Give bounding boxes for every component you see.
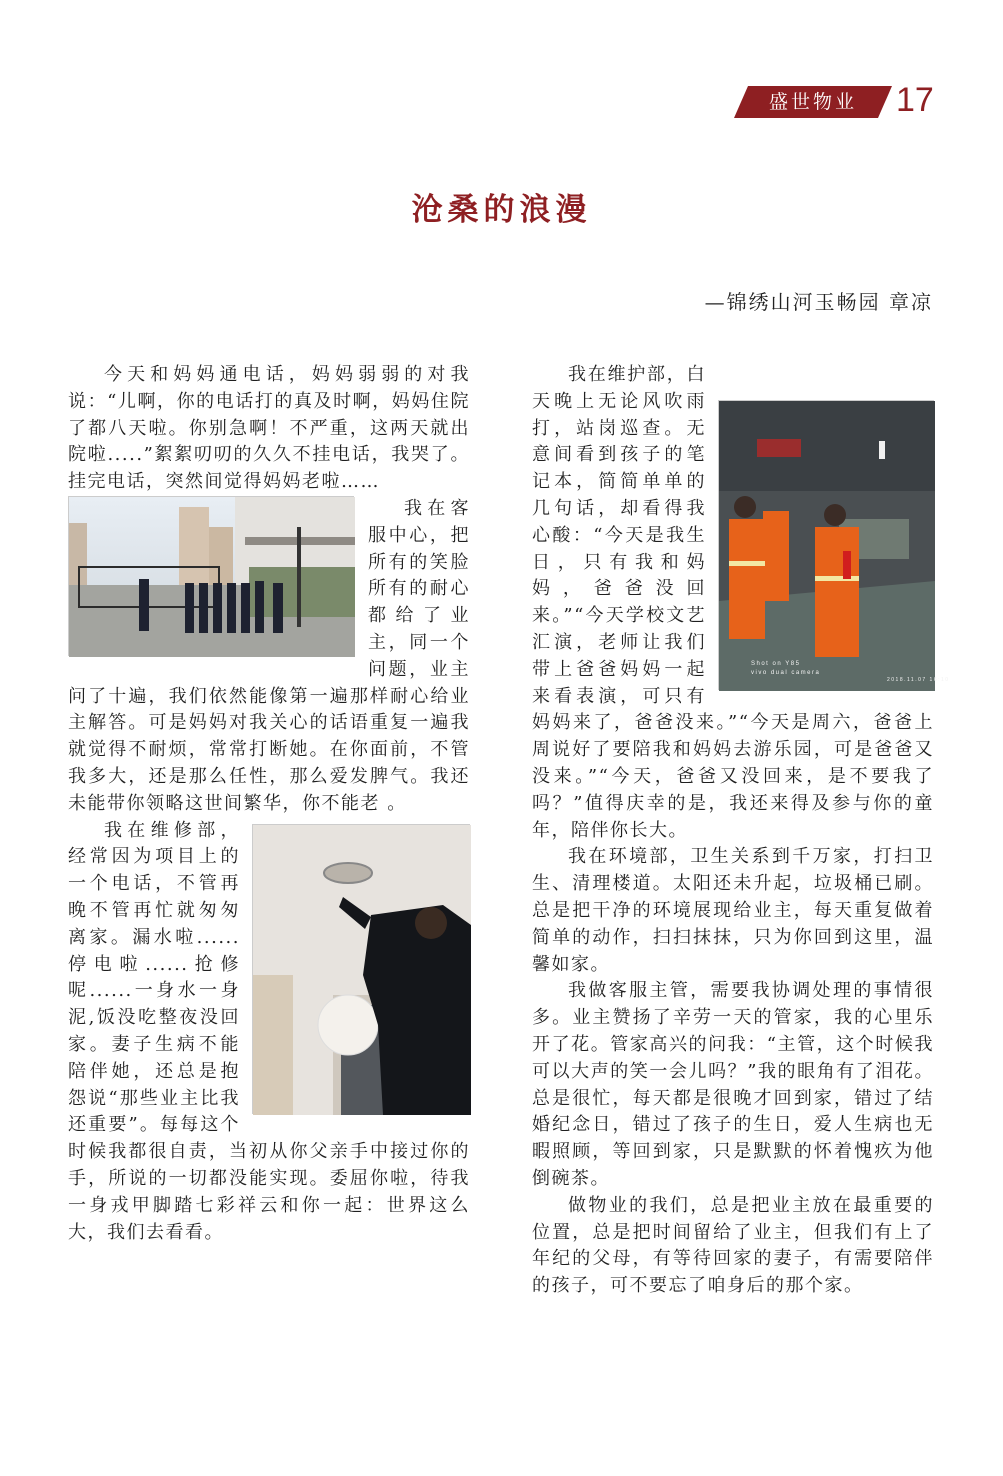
left-paragraph-1: 今天和妈妈通电话，妈妈弱弱的对我说：“儿啊，你的电话打的真及时啊，妈妈住院了都八天啦。你别急啊！不严重，这两天就出院啦.....”絮絮叨叨的久久不挂电话，我哭了。挂完电话，突然间觉得妈妈老啦……: [68, 364, 470, 493]
right-paragraph-3: 我做客服主管，需要我协调处理的事情很多。业主赞扬了辛劳一天的管家，我的心里乐开了花。管家高兴的问我：“主管，这个时候我可以大声的笑一会儿吗？”我的眼角有了泪花。总是很忙，每天都是很晚才回到家，错过了结婚纪念日，错过了孩子的生日，爱人生病也无暇照顾，等回到家，只是默默的怀着愧疚为他倒碗茶。: [532, 980, 934, 1189]
fire-drill-garage-image: [719, 401, 950, 691]
page-number: 17: [896, 81, 934, 119]
right-column: [532, 362, 950, 1300]
photo-watermark-caption: Shot on Y85: [751, 661, 801, 667]
staff-lineup-image: [69, 497, 355, 657]
right-paragraph-1-wrap: [532, 362, 950, 844]
section-label: 盛世物业: [768, 91, 857, 113]
photo-timestamp: 2018.11.07 16:10: [887, 677, 950, 683]
article-title: 沧桑的浪漫: [411, 192, 592, 228]
right-paragraph-1: 我在维护部，白天晚上无论风吹雨打，站岗巡查。无意间看到孩子的笔记本，简简单单的几句话，却看得我心酸：“今天是我生日，只有我和妈妈，爸爸没回来。”“今天学校文艺汇演，老师让我们带上爸爸妈妈一起来看表演，可只有妈妈来了，爸爸没来。”“今天是周六，爸爸上周说好了要陪我和妈妈去游乐园，可是爸爸又没来。”“今天，爸爸又没回来，是不要我了吗？”值得庆幸的是，我还来得及参与你的童年，陪伴你长大。: [532, 364, 934, 841]
left-paragraph-3-text: 我在维修部，经常因为项目上的一个电话，不管再晚不管再忙就匆匆离家。漏水啦......停电啦......抢修呢......一身水一身泥,饭没吃整夜没回家。妻子生病不能陪伴她，还总是抱怨说“那些业主比我还重要”。每每这个时候我都很自责，当初从你父亲手中接过你的手，所说的一切都没能实现。委屈你啦，待我一身戎甲脚踏七彩祥云和你一起：世界这么大，我们去看看。: [68, 819, 470, 1243]
right-paragraph-2: 我在环境部，卫生关系到千万家，打扫卫生、清理楼道。太阳还未升起，垃圾桶已刷。总是把干净的环境展现给业主，每天重复做着简单的动作，扫扫抹抹，只为你回到这里，温馨如家。: [532, 846, 934, 975]
photo-watermark-camera: vivo dual camera: [751, 670, 821, 676]
firefighter-photo: [718, 400, 950, 690]
maintenance-worker-photo: [252, 824, 470, 1114]
right-paragraph-4: 做物业的我们，总是把业主放在最重要的位置，总是把时间留给了业主，但我们有上了年纪的父母，有等待回家的妻子，有需要陪伴的孩子，可不要忘了咱身后的那个家。: [532, 1194, 934, 1297]
left-column: [68, 362, 470, 1246]
left-paragraph-2: 我在客服中心，把所有的笑脸所有的耐心都给了业主，同一个问题，业主问了十遍，我们依然能像第一遍那样耐心给业主解答。可是妈妈对我关心的话语重复一遍我就觉得不耐烦，常常打断她。在你面前，不管我多大，还是那么任性，那么爱发脾气。我还未能带你领略这世间繁华，你不能老 。: [68, 497, 470, 814]
left-paragraph-3-wrap: [68, 818, 470, 1247]
customer-service-staff-photo: [68, 496, 354, 656]
ceiling-light-repair-image: [253, 825, 471, 1115]
article-byline: —锦绣山河玉畅园 章凉: [704, 290, 933, 314]
